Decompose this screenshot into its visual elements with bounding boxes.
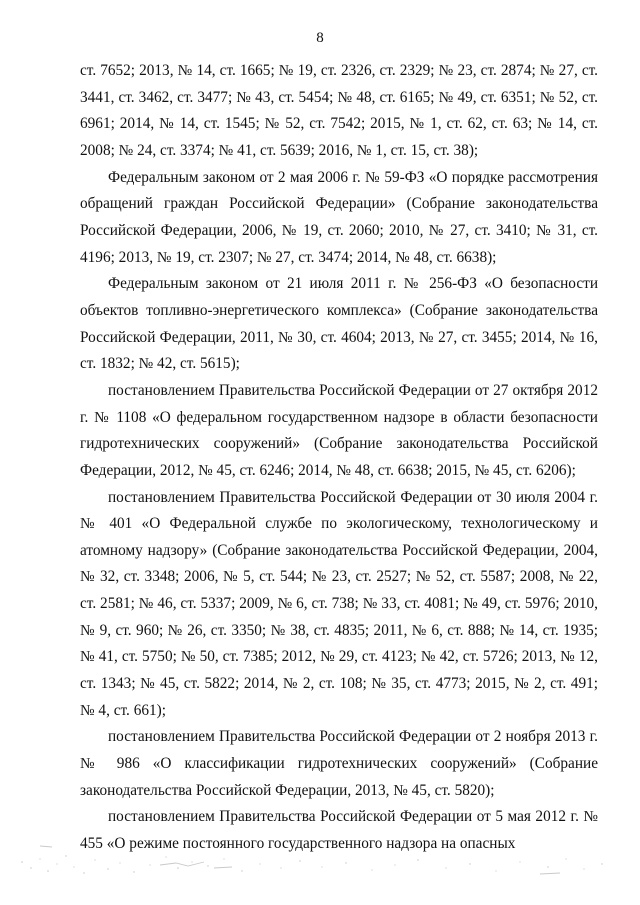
scan-artifact-noise — [0, 838, 640, 905]
paragraph-resolution-986: постановлением Правительства Российской Федерации от 2 ноября 2013 г. № 986 «О классификации гидротехнических сооружений» (Собрание законодательства Российской Федерации, 2013, № 45, ст. 5820); — [80, 728, 598, 799]
paragraph-resolution-401: постановлением Правительства Российской Федерации от 30 июля 2004 г. № 401 «О Федеральной службе по экологическому, технологическому и атомному надзору» (Собрание законодательства Российской Федерации, 2004, № 32, ст. 3348; 2006, № 5, ст. 544; № 23, ст. 2527; № 52, ст. 5587; 2008, № 22, ст. 2581; № 46, ст. 5337; 2009, № 6, ст. 738; № 33, ст. 4081; № 49, ст. 5976; 2010, № 9, ст. 960; № 26, ст. 3350; № 38, ст. 4835; 2011, № 6, ст. 888; № 14, ст. 1935; № 41, ст. 5750; № 50, ст. 7385; 2012, № 29, ст. 4123; № 42, ст. 5726; 2013, № 12, ст. 1343; № 45, ст. 5822; 2014, № 2, ст. 108; № 35, ст. 4773; 2015, № 2, ст. 491; № 4, ст. 661); — [80, 488, 598, 719]
page-number: 8 — [316, 30, 324, 46]
document-body — [80, 58, 598, 858]
paragraph-resolution-455: постановлением Правительства Российской Федерации от 5 мая 2012 г. № 455 «О режиме постоянного государственного надзора на опасных — [80, 808, 598, 853]
paragraph-federal-law-59: Федеральным законом от 2 мая 2006 г. № 59-ФЗ «О порядке рассмотрения обращений граждан Российской Федерации» (Собрание законодательства Российской Федерации, 2006, № 19, ст. 2060; 2010, № 27, ст. 3410; № 31, ст. 4196; 2013, № 19, ст. 2307; № 27, ст. 3474; 2014, № 48, ст. 6638); — [80, 168, 598, 266]
paragraph-federal-law-256: Федеральным законом от 21 июля 2011 г. № 256-ФЗ «О безопасности объектов топливно-энергетического комплекса» (Собрание законодательства Российской Федерации, 2011, № 30, ст. 4604; 2013, № 27, ст. 3455; 2014, № 16, ст. 1832; № 42, ст. 5615); — [80, 275, 598, 373]
paragraph-citation-continuation: ст. 7652; 2013, № 14, ст. 1665; № 19, ст. 2326, ст. 2329; № 23, ст. 2874; № 27, ст. 3441, ст. 3462, ст. 3477; № 43, ст. 5454; № 48, ст. 6165; № 49, ст. 6351; № 52, ст. 6961; 2014, № 14, ст. 1545; № 52, ст. 7542; 2015, № 1, ст. 62, ст. 63; № 14, ст. 2008; № 24, ст. 3374; № 41, ст. 5639; 2016, № 1, ст. 15, ст. 38); — [80, 62, 598, 159]
paragraph-resolution-1108: постановлением Правительства Российской Федерации от 27 октября 2012 г. № 1108 «О федеральном государственном надзоре в области безопасности гидротехнических сооружений» (Собрание законодательства Российской Федерации, 2012, № 45, ст. 6246; 2014, № 48, ст. 6638; 2015, № 45, ст. 6206); — [80, 381, 598, 479]
